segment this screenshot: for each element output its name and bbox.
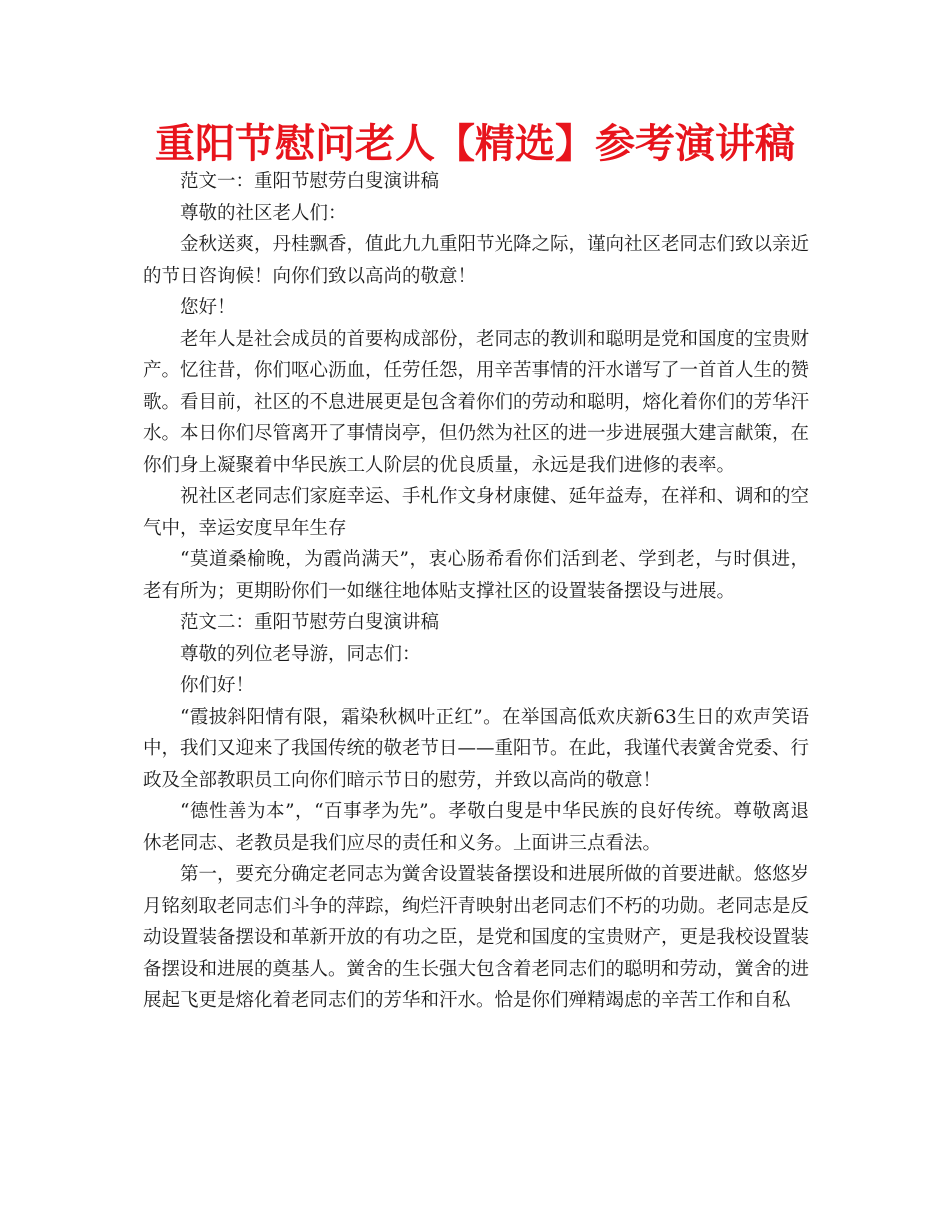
paragraph-10: 你们好！ xyxy=(180,675,255,696)
paragraph-13: 第一，要充分确定老同志为黉舍设置装备摆设和进展所做的首要进献。悠悠岁月铭刻取老同志们斗争的萍踪，绚烂汗青映射出老同志们不朽的功勋。老同志是反动设置装备摆设和革新开放的有功之臣，是党和国度的宝贵财产，更是我校设置装备摆设和进展的奠基人。黉舍的生长强大包含着老同志们的聪明和劳动，黉舍的进展起飞更是熔化着老同志们的芳华和汗水。恰是你们殚精竭虑的辛苦工作和自私 xyxy=(143,864,810,1011)
paragraph-6: 祝社区老同志们家庭幸运、手札作文身材康健、延年益寿，在祥和、调和的空气中，幸运安度早年生存 xyxy=(143,486,810,539)
paragraph-7: “莫道桑榆晚，为霞尚满天”，衷心肠希看你们活到老、学到老，与时俱进，老有所为；更期盼你们一如继往地体贴支撑社区的设置装备摆设与进展。 xyxy=(143,549,809,602)
paragraph-8: 范文二：重阳节慰劳白叟演讲稿 xyxy=(180,612,440,633)
paragraph-3: 金秋送爽，丹桂飘香，值此九九重阳节光降之际，谨向社区老同志们致以亲近的节日咨询候！向你们致以高尚的敬意！ xyxy=(143,234,810,287)
paragraph-4: 您好！ xyxy=(180,297,236,318)
paragraph-9: 尊敬的列位老导游，同志们： xyxy=(180,643,421,665)
paragraph-5: 老年人是社会成员的首要构成部份，老同志的教训和聪明是党和国度的宝贵财产。忆往昔，你们呕心沥血，任劳任怨，用辛苦事情的汗水谱写了一首首人生的赞歌。看目前，社区的不息进展更是包含着你们的劳动和聪明，熔化着你们的芳华汗水。本日你们尽管离开了事情岗亭，但仍然为社区的进一步进展强大建言献策，在你们身上凝聚着中华民族工人阶层的优良质量，永远是我们进修的表率。 xyxy=(143,328,810,476)
document-body xyxy=(143,166,809,1017)
paragraph-2: 尊敬的社区老人们： xyxy=(180,202,347,224)
paragraph-1: 范文一：重阳节慰劳白叟演讲稿 xyxy=(180,171,440,192)
paragraph-11: “霞披斜阳情有限，霜染秋枫叶正红”。在举国高低欢庆新63生日的欢声笑语中，我们又迎来了我国传统的敬老节日——重阳节。在此，我谨代表黉舍党委、行政及全部教职员工向你们暗示节日的慰劳，并致以高尚的敬意！ xyxy=(143,706,810,791)
document-title: 重阳节慰问老人【精选】参考演讲稿 xyxy=(155,121,795,167)
paragraph-12: “德性善为本”，“百事孝为先”。孝敬白叟是中华民族的良好传统。尊敬离退休老同志、老教员是我们应尽的责任和义务。上面讲三点看法。 xyxy=(143,801,809,854)
